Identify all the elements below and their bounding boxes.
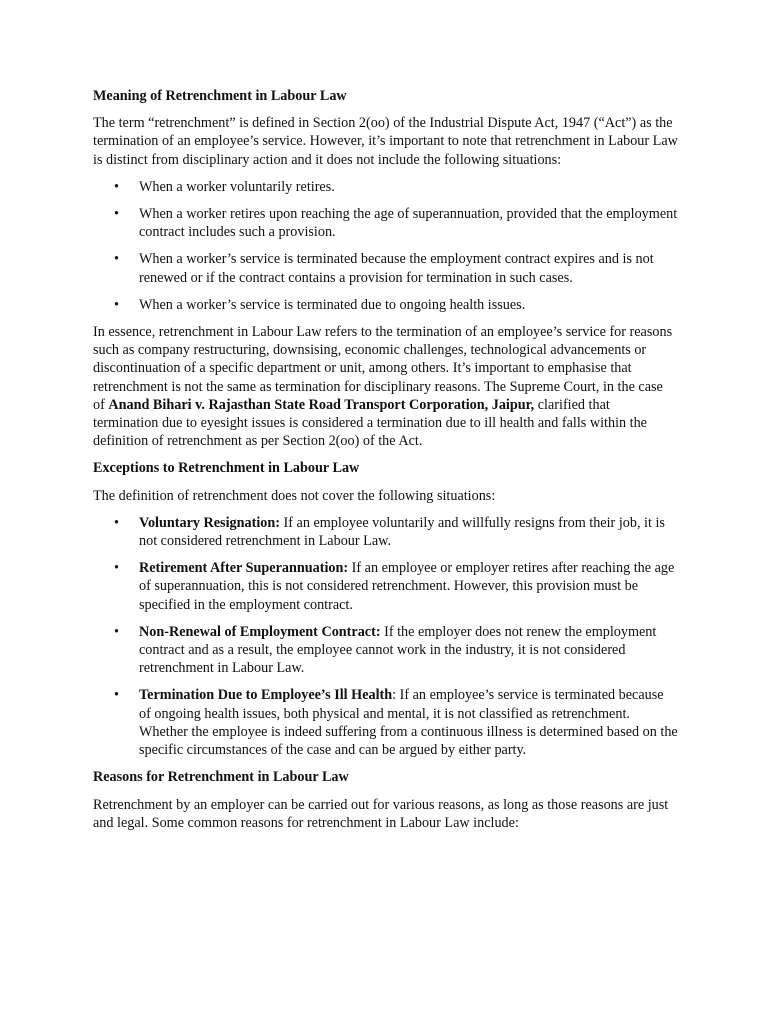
list-item-text: When a worker voluntarily retires. bbox=[139, 178, 335, 195]
bullet-icon: • bbox=[114, 687, 119, 704]
bullet-icon: • bbox=[114, 623, 119, 640]
list-item-text: If an employee voluntarily and willfully resigns from their job, it is not considered retrenchment in Labour Law. bbox=[139, 514, 665, 550]
list-item bbox=[93, 514, 678, 550]
list-item-term: Retirement After Superannuation: bbox=[139, 560, 349, 577]
case-citation: Anand Bihari v. Rajasthan State Road Transport Corporation, Jaipur, bbox=[108, 396, 535, 413]
list-item-text: : If an employee’s service is terminated because of ongoing health issues, both physical and mental, it is not classified as retrenchment. Whether the employee is indeed suffering from a continuous illness is determined based on the specific circumstances of the case and can be argued by either party. bbox=[139, 687, 678, 759]
list-item bbox=[93, 686, 678, 759]
paragraph-reasons-intro: Retrenchment by an employer can be carried out for various reasons, as long as those reasons are just and legal. Some common reasons for retrenchment in Labour Law include: bbox=[93, 796, 669, 831]
bullet-icon: • bbox=[114, 560, 119, 577]
paragraph-exceptions-intro: The definition of retrenchment does not cover the following situations: bbox=[93, 487, 496, 504]
paragraph-essence bbox=[93, 323, 678, 450]
list-item bbox=[93, 250, 678, 286]
list-item-text: When a worker’s service is terminated due to ongoing health issues. bbox=[139, 296, 526, 313]
document-page bbox=[93, 87, 678, 841]
heading-meaning-of-retrenchment: Meaning of Retrenchment in Labour Law bbox=[93, 88, 347, 104]
bullet-icon: • bbox=[114, 206, 119, 223]
list-item-text: If the employer does not renew the employment contract and as a result, the employee cannot work in the industry, it is not considered retrenchment in Labour Law. bbox=[139, 623, 657, 677]
list-item bbox=[93, 296, 678, 314]
heading-reasons: Reasons for Retrenchment in Labour Law bbox=[93, 769, 349, 786]
bullet-icon: • bbox=[114, 178, 119, 195]
list-item-text: When a worker retires upon reaching the age of superannuation, provided that the employment contract includes such a provision. bbox=[139, 206, 678, 241]
exceptions-list bbox=[93, 514, 678, 759]
exclusions-list bbox=[93, 178, 678, 314]
essence-text-end: clarified that termination due to eyesight issues is considered a termination due to ill health and falls within the definition of retrenchment as per Section 2(oo) of the Act. bbox=[93, 396, 647, 450]
list-item-text: If an employee or employer retires after reaching the age of superannuation, this is not considered retrenchment. However, this provision must be specified in the employment contract. bbox=[139, 560, 675, 613]
list-item-term: Voluntary Resignation: bbox=[139, 514, 280, 531]
list-item-term: Termination Due to Employee’s Ill Health bbox=[139, 687, 393, 704]
bullet-icon: • bbox=[114, 296, 119, 313]
list-item-text: When a worker’s service is terminated because the employment contract expires and is not renewed or if the contract contains a provision for termination in such cases. bbox=[139, 251, 654, 286]
list-item bbox=[93, 205, 678, 241]
bullet-icon: • bbox=[114, 251, 119, 268]
paragraph-definition: The term “retrenchment” is defined in Section 2(oo) of the Industrial Dispute Act, 1947 (“Act”) as the termination of an employee’s service. However, it’s important to note that retrenchment in Labour Law is distinct from disciplinary action and it does not include the following situations: bbox=[93, 115, 678, 168]
list-item bbox=[93, 559, 678, 614]
list-item-term: Non-Renewal of Employment Contract: bbox=[139, 623, 381, 640]
bullet-icon: • bbox=[114, 514, 119, 531]
heading-exceptions: Exceptions to Retrenchment in Labour Law bbox=[93, 460, 360, 477]
list-item bbox=[93, 623, 678, 678]
essence-text-start: In essence, retrenchment in Labour Law refers to the termination of an employee’s service for reasons such as company restructuring, downsising, economic challenges, technological advancements or discontinuation of a specific department or unit, among others. It’s important to emphasise that retrenchment is not the same as termination for disciplinary reasons. The Supreme Court, in the case of bbox=[93, 324, 673, 413]
list-item bbox=[93, 178, 678, 196]
